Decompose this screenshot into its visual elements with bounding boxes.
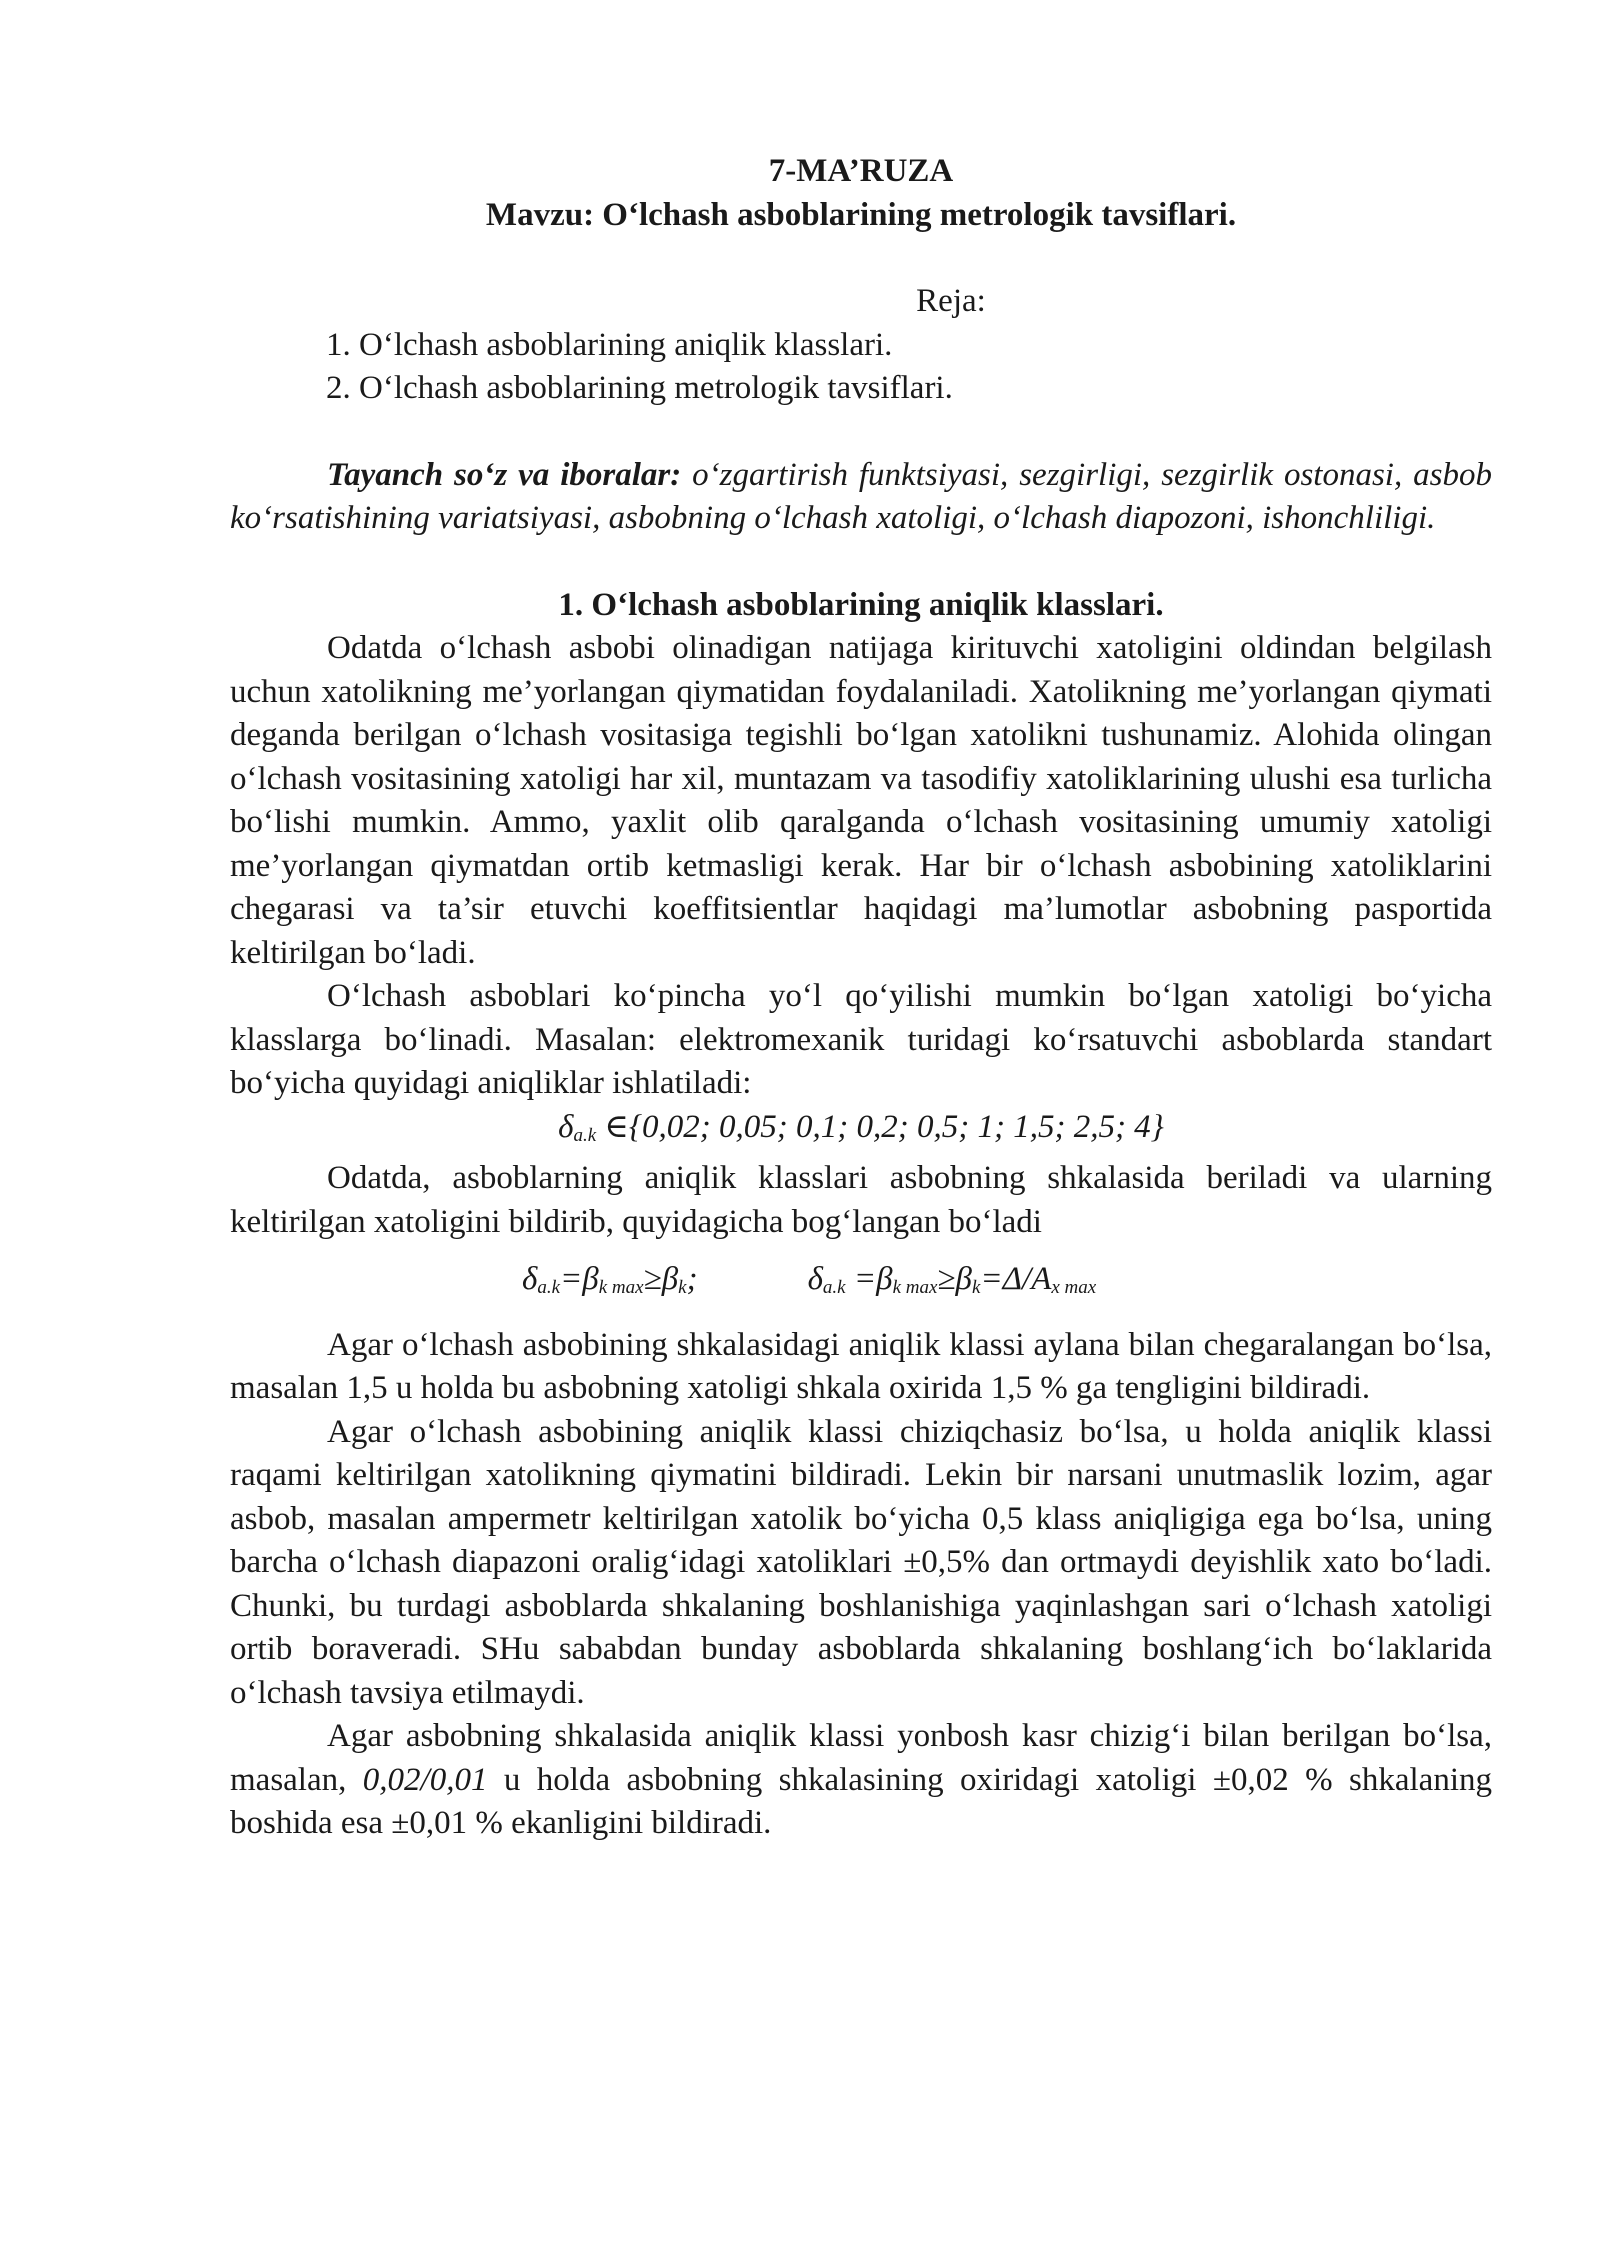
paragraph-6-end: u holda asbobning shkalasining oxiridagi xatoligi ±0,02 % shkalaning boshida esa ±0,01 % ekanligini bildiradi. xyxy=(230,1761,1492,1841)
accuracy-classes-formula xyxy=(230,1106,1492,1158)
reduced-error-formula xyxy=(230,1258,1492,1310)
plan-list xyxy=(230,324,1492,411)
formula-left xyxy=(522,1258,698,1310)
paragraph-4: Agar o‘lchash asbobining shkalasidagi aniqlik klassi aylana bilan chegaralangan bo‘lsa, masalan 1,5 u holda bu asbobning xatoligi shkala oxirida 1,5 % ga tengligini bildiradi. xyxy=(230,1326,1492,1406)
formula-right-x-sub: x max xyxy=(1051,1277,1097,1298)
formula-right-ge: ≥β xyxy=(937,1261,972,1297)
paragraph-6-start: Agar asbobning shkalasida aniqlik klassi yonbosh kasr chizig‘i bilan berilgan bo‘lsa, masalan, xyxy=(230,1718,1492,1798)
paragraph-3: Odatda, asboblarning aniqlik klasslari asbobning shkalasida beriladi va ularning keltirilgan xatoligini bildirib, quyidagicha bog‘langan bo‘ladi xyxy=(230,1160,1492,1240)
formula-left-beta: =β xyxy=(560,1261,599,1297)
formula-left-delta: δ xyxy=(522,1261,538,1297)
formula-subscript: a.k xyxy=(573,1124,597,1146)
formula-right-delta: δ xyxy=(807,1261,823,1297)
paragraph-6 xyxy=(230,1715,1492,1846)
paragraph-6-fraction: 0,02/0,01 xyxy=(362,1761,488,1798)
formula-left-beta-sub: k max xyxy=(598,1277,644,1298)
formula-right-delta-sub: a.k xyxy=(822,1277,846,1298)
formula-right xyxy=(808,1258,1097,1310)
lecture-number: 7-MA’RUZA xyxy=(768,153,954,189)
formula-set: ∈{0,02; 0,05; 0,1; 0,2; 0,5; 1; 1,5; 2,5; 4} xyxy=(596,1108,1164,1145)
keywords-text: o‘zgartirish funktsiyasi, sezgirligi, sezgirlik ostonasi, asbob ko‘rsatishining variatsiyasi, asbobning o‘lchash xatoligi, o‘lchash diapozoni, ishonchliligi. xyxy=(230,456,1492,536)
formula-right-beta: =β xyxy=(845,1261,893,1297)
formula-right-tail: =Δ/A xyxy=(980,1261,1052,1297)
formula-left-end: ; xyxy=(686,1261,698,1297)
lecture-topic: Mavzu: O‘lchash asboblarining metrologik tavsiflari. xyxy=(485,196,1237,233)
formula-symbol: δ xyxy=(558,1108,574,1145)
formula-right-beta-sub: k max xyxy=(892,1277,938,1298)
plan-item-1: 1. O‘lchash asboblarining aniqlik klasslari. xyxy=(326,326,893,363)
keywords-label: Tayanch so‘z va iboralar: xyxy=(327,456,682,493)
document-page xyxy=(230,150,1492,1846)
paragraph-2: O‘lchash asboblari ko‘pincha yo‘l qo‘yilishi mumkin bo‘lgan xatoligi bo‘yicha klasslarga bo‘linadi. Masalan: elektromexanik turidagi ko‘rsatuvchi asboblarda standart bo‘yicha quyidagi aniqliklar ishlatiladi: xyxy=(230,978,1492,1101)
plan-heading: Reja: xyxy=(916,283,986,319)
paragraph-5: Agar o‘lchash asbobining aniqlik klassi chiziqchasiz bo‘lsa, u holda aniqlik klassi raqami keltirilgan xatolikning qiymatini bildiradi. Lekin bir narsani unutmaslik lozim, agar asbob, masalan ampermetr keltirilgan xatolik bo‘yicha 0,5 klass aniqligiga ega bo‘lsa, uning barcha o‘lchash diapazoni oralig‘idagi xatoliklari ±0,5% dan ortmaydi deyishlik xato bo‘ladi. Chunki, bu turdagi asboblarda shkalaning boshlanishiga yaqinlashgan sari o‘lchash xatoligi ortib boraveradi. SHu sababdan bunday asboblarda shkalaning boshlang‘ich bo‘laklarida o‘lchash tavsiya etilmaydi. xyxy=(230,1413,1492,1711)
formula-left-k-sub: k xyxy=(678,1277,687,1298)
formula-right-k-sub: k xyxy=(971,1277,981,1298)
keywords-paragraph xyxy=(230,454,1492,541)
paragraph-1: Odatda o‘lchash asbobi olinadigan natijaga kirituvchi xatoligini oldindan belgilash uchun xatolikning me’yorlangan qiymatidan foydalaniladi. Xatolikning me’yorlangan qiymati deganda berilgan o‘lchash vositasiga tegishli bo‘lgan xatolikni tushunamiz. Alohida olingan o‘lchash vositasining xatoligi har xil, muntazam va tasodifiy xatoliklarining ulushi esa turlicha bo‘lishi mumkin. Ammo, yaxlit olib qaralganda o‘lchash vositasining umumiy xatoligi me’yorlangan qiymatdan ortib ketmasligi kerak. Har bir o‘lchash asbobining xatoliklarini chegarasi va ta’sir etuvchi koeffitsientlar haqidagi ma’lumotlar asbobning pasportida keltirilgan bo‘ladi. xyxy=(230,630,1492,971)
formula-left-delta-sub: a.k xyxy=(537,1277,561,1298)
formula-left-ge: ≥β xyxy=(643,1261,679,1297)
plan-item-2: 2. O‘lchash asboblarining metrologik tavsiflari. xyxy=(326,370,953,406)
section-heading: 1. O‘lchash asboblarining aniqlik klasslari. xyxy=(558,586,1164,623)
